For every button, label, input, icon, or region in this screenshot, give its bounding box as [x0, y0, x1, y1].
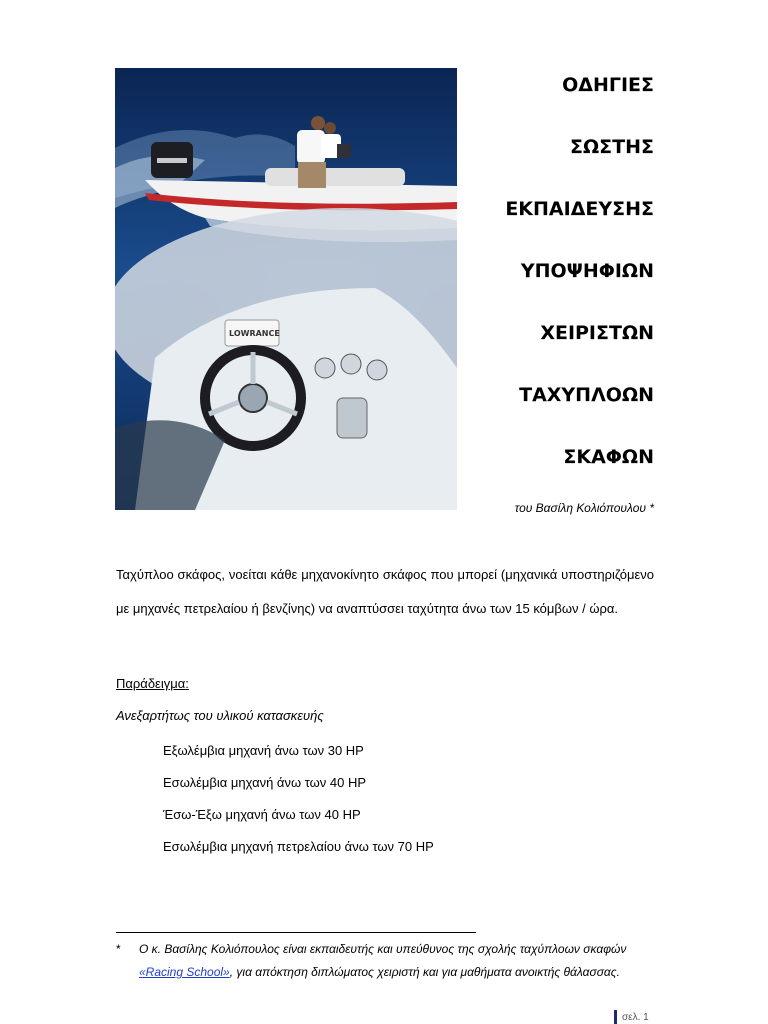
page-label: σελ. 1 [622, 1011, 649, 1023]
intro-paragraph: Ταχύπλοο σκάφος, νοείται κάθε μηχανοκίνητο σκάφος που μπορεί (μηχανικά υποστηριζόμενο με μηχανές πετρελαίου ή βενζίνης) να αναπτύσσει ταχύτητα άνω των 15 κόμβων / ώρα. [116, 567, 654, 616]
title-line: ΟΔΗΓΙΕΣ [562, 74, 654, 96]
title-line: ΣΩΣΤΗΣ [570, 136, 654, 158]
document-title [470, 68, 654, 502]
footnote-mark: * [116, 942, 121, 956]
lowrance-label: LOWRANCE [229, 329, 280, 338]
footnote-text-end: , για απόκτηση διπλώματος χειριστή και για μαθήματα ανοικτής θάλασσας. [229, 965, 620, 979]
title-line: ΥΠΟΨΗΦΙΩΝ [520, 260, 654, 282]
footnote-divider [116, 932, 476, 933]
title-line: ΕΚΠΑΙΔΕΥΣΗΣ [505, 198, 654, 220]
list-item: Εξωλέμβια μηχανή άνω των 30 HP [163, 743, 364, 758]
footnote-text [139, 938, 656, 984]
example-subtitle: Ανεξαρτήτως του υλικού κατασκευής [116, 708, 324, 723]
author-byline: του Βασίλη Κολιόπουλου * [514, 501, 654, 515]
title-line: ΣΚΑΦΩΝ [563, 446, 654, 468]
racing-school-link[interactable]: «Racing School» [139, 965, 230, 979]
example-heading: Παράδειγμα: [116, 676, 189, 691]
footnote-text-start: Ο κ. Βασίλης Κολιόπουλος είναι εκπαιδευτής και υπεύθυνος της σχολής ταχύπλοων σκαφών [139, 942, 627, 956]
engine-list [163, 740, 434, 868]
list-item: Εσωλέμβια μηχανή άνω των 40 HP [163, 775, 367, 790]
footnote [116, 938, 656, 984]
cover-photo [115, 68, 457, 510]
title-line: ΧΕΙΡΙΣΤΩΝ [540, 322, 654, 344]
title-line: ΤΑΧΥΠΛΟΩΝ [519, 384, 654, 406]
list-item: Έσω-Έξω μηχανή άνω των 40 HP [163, 807, 361, 822]
list-item: Εσωλέμβια μηχανή πετρελαίου άνω των 70 HP [163, 839, 434, 854]
page-number [614, 1010, 649, 1024]
speedboat-photo [115, 68, 457, 510]
page-marker-bar [614, 1010, 617, 1024]
